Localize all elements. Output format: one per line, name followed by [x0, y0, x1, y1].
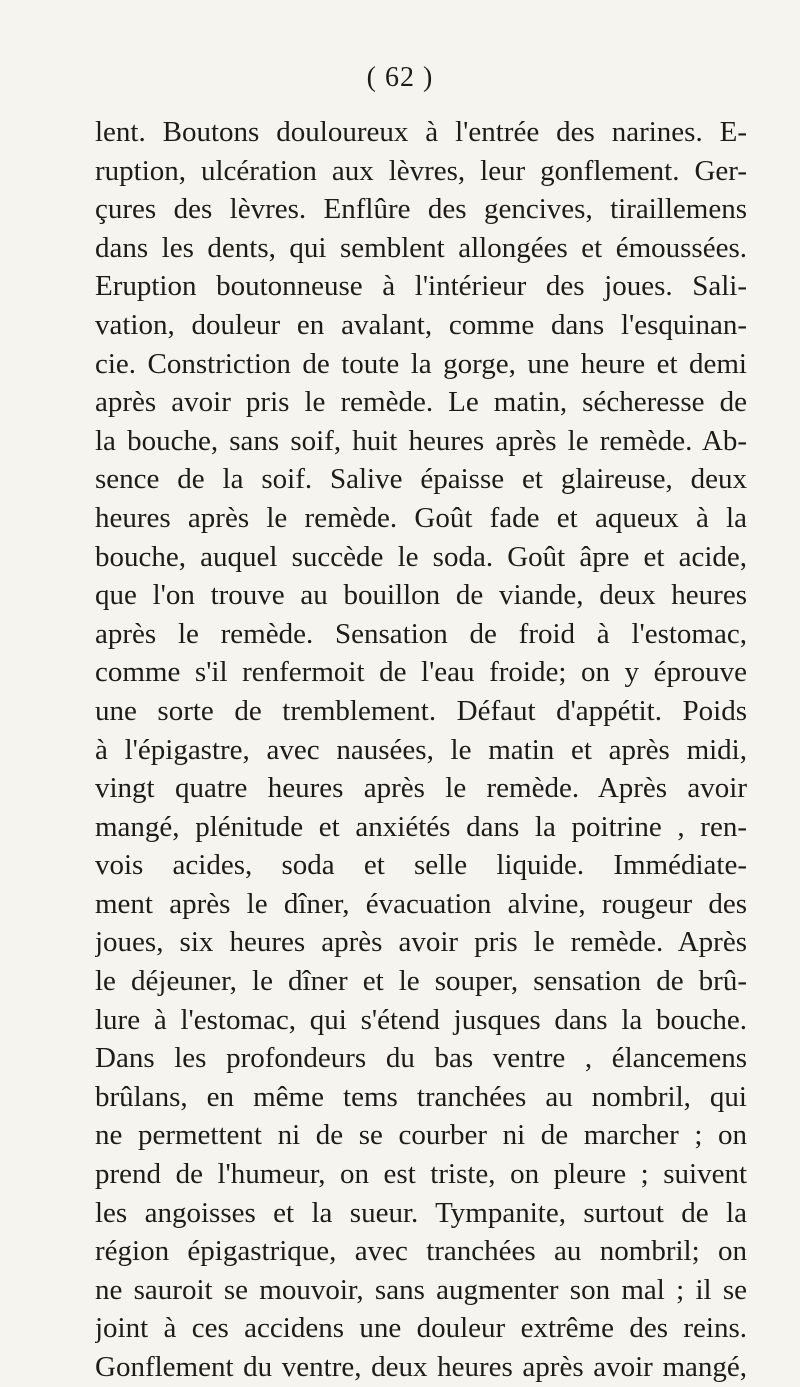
text-line: la bouche, sans soif, huit heures après le remède. Ab-: [95, 424, 747, 457]
text-line: une sorte de tremblement. Défaut d'appétit. Poids: [95, 694, 747, 727]
text-line: après le remède. Sensation de froid à l'estomac,: [95, 617, 747, 650]
text-line: Eruption boutonneuse à l'intérieur des joues. Sali-: [95, 270, 747, 303]
text-line: çures des lèvres. Enflûre des gencives, tiraillemens: [95, 193, 747, 226]
text-line: cie. Constriction de toute la gorge, une heure et demi: [95, 347, 747, 380]
text-line: prend de l'humeur, on est triste, on pleure ; suivent: [95, 1158, 747, 1191]
text-line: comme s'il renfermoit de l'eau froide; on y éprouve: [95, 656, 747, 689]
text-line: sence de la soif. Salive épaisse et glaireuse, deux: [95, 463, 747, 496]
text-line: mangé, plénitude et anxiétés dans la poitrine , ren-: [95, 810, 747, 843]
text-line: lure à l'estomac, qui s'étend jusques dans la bouche.: [95, 1003, 747, 1036]
text-line: le déjeuner, le dîner et le souper, sensation de brû-: [95, 965, 747, 998]
text-line: dans les dents, qui semblent allongées et émoussées.: [95, 231, 747, 264]
text-line: ruption, ulcération aux lèvres, leur gonflement. Ger-: [95, 154, 747, 187]
text-line: vation, douleur en avalant, comme dans l'esquinan-: [95, 308, 747, 341]
text-line: que l'on trouve au bouillon de viande, deux heures: [95, 579, 747, 612]
text-line: ment après le dîner, évacuation alvine, rougeur des: [95, 887, 747, 920]
text-line: ne sauroit se mouvoir, sans augmenter son mal ; il se: [95, 1273, 747, 1306]
text-line: Dans les profondeurs du bas ventre , élancemens: [95, 1042, 747, 1075]
text-line: Gonflement du ventre, deux heures après avoir mangé,: [95, 1351, 747, 1383]
text-line: ne permettent ni de se courber ni de marcher ; on: [95, 1119, 747, 1152]
text-line: joues, six heures après avoir pris le remède. Après: [95, 926, 747, 959]
text-line: heures après le remède. Goût fade et aqueux à la: [95, 501, 747, 534]
page-number: ( 62 ): [366, 62, 434, 93]
text-line: les angoisses et la sueur. Tympanite, surtout de la: [95, 1196, 747, 1229]
body-text: [95, 113, 747, 1387]
text-line: région épigastrique, avec tranchées au nombril; on: [95, 1235, 747, 1268]
text-line: brûlans, en même tems tranchées au nombril, qui: [95, 1080, 747, 1113]
text-line: joint à ces accidens une douleur extrême des reins.: [95, 1312, 747, 1345]
text-line: à l'épigastre, avec nausées, le matin et après midi,: [95, 733, 747, 766]
text-line: vois acides, soda et selle liquide. Immédiate-: [95, 849, 747, 882]
text-line: vingt quatre heures après le remède. Après avoir: [95, 772, 747, 805]
text-line: après avoir pris le remède. Le matin, sécheresse de: [95, 386, 747, 419]
text-line: lent. Boutons douloureux à l'entrée des narines. E-: [95, 116, 747, 148]
text-line: bouche, auquel succède le soda. Goût âpre et acide,: [95, 540, 747, 573]
